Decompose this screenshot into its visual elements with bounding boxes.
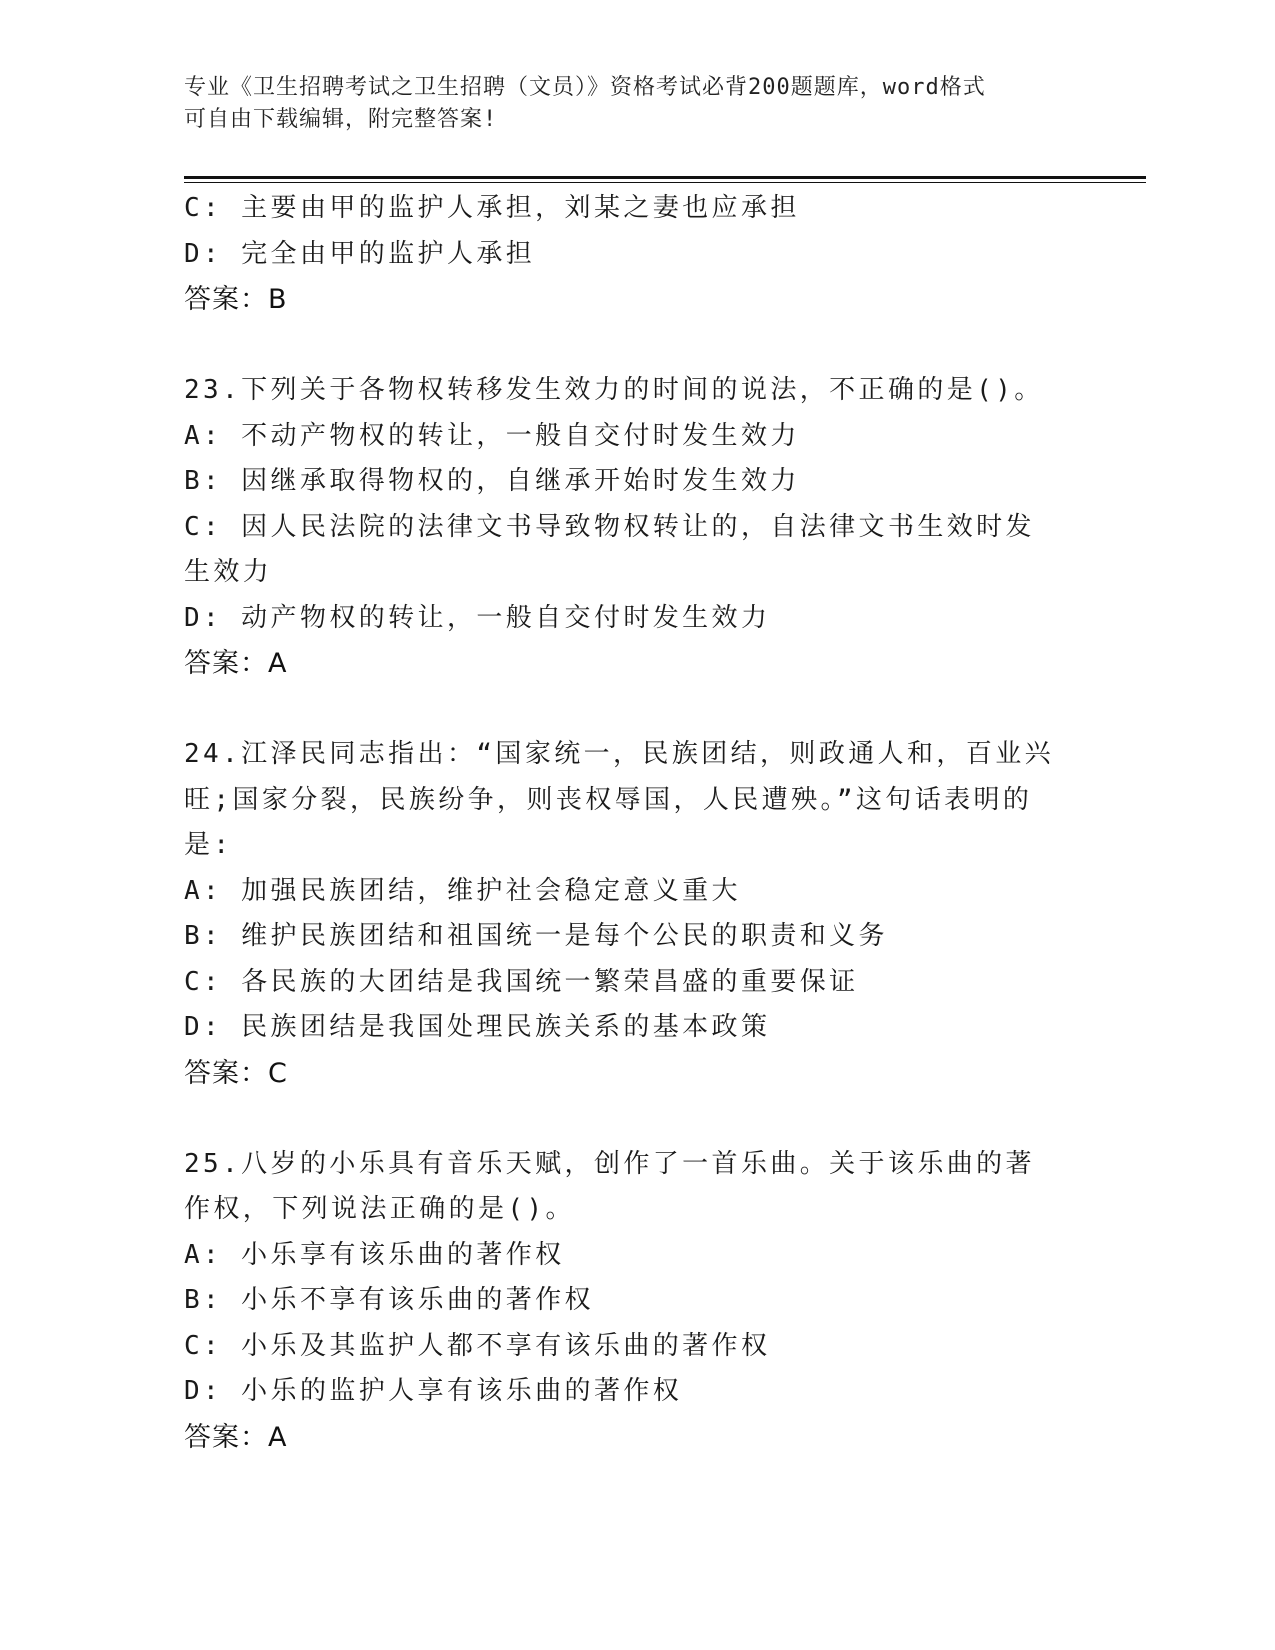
question-23 [184,368,1064,687]
answer-line: 答案：B [184,284,288,315]
option-b: B: 小乐不享有该乐曲的著作权 [184,1285,594,1315]
question-stem: 25.八岁的小乐具有音乐天赋，创作了一首乐曲。关于该乐曲的著作权，下列说法正确的是()。 [184,1148,1035,1224]
spacer [184,323,1064,369]
option-d: D: 完全由甲的监护人承担 [184,238,536,269]
option-d: D: 小乐的监护人享有该乐曲的著作权 [184,1376,683,1406]
answer-line: 答案：C [184,1057,288,1089]
option-b: B: 维护民族团结和祖国统一是每个公民的职责和义务 [184,921,888,951]
document-header [184,72,1064,136]
spacer [184,687,1064,733]
option-a: A: 加强民族团结，维护社会稳定意义重大 [184,875,741,906]
page-content [184,186,1064,1460]
spacer [184,1096,1064,1142]
question-22-fragment [184,186,1064,323]
question-stem: 23.下列关于各物权转移发生效力的时间的说法，不正确的是()。 [184,375,1044,405]
answer-line: 答案：A [184,1421,288,1453]
option-a: A: 不动产物权的转让，一般自交付时发生效力 [184,420,800,451]
option-c: C: 各民族的大团结是我国统一繁荣昌盛的重要保证 [184,966,859,997]
question-24 [184,732,1064,1096]
header-title-line-2: 可自由下载编辑，附完整答案! [184,107,498,132]
option-c: C: 主要由甲的监护人承担，刘某之妻也应承担 [184,193,800,223]
option-d: D: 民族团结是我国处理民族关系的基本政策 [184,1012,771,1042]
option-b: B: 因继承取得物权的，自继承开始时发生效力 [184,466,800,496]
option-c: C: 因人民法院的法律文书导致物权转让的，自法律文书生效时发生效力 [184,511,1035,587]
header-title-line-1: 专业《卫生招聘考试之卫生招聘（文员）》资格考试必背200题题库，word格式 [184,75,986,100]
option-d: D: 动产物权的转让，一般自交付时发生效力 [184,602,771,633]
option-a: A: 小乐享有该乐曲的著作权 [184,1239,565,1270]
header-divider-thin [184,182,1146,183]
question-stem: 24.江泽民同志指出：“国家统一，民族团结，则政通人和，百业兴旺;国家分裂，民族纷争，则丧权辱国，人民遭殃。”这句话表明的是: [184,739,1055,860]
question-25 [184,1142,1064,1461]
answer-line: 答案：A [184,648,288,679]
option-c: C: 小乐及其监护人都不享有该乐曲的著作权 [184,1330,771,1361]
header-divider-thick [184,176,1146,179]
